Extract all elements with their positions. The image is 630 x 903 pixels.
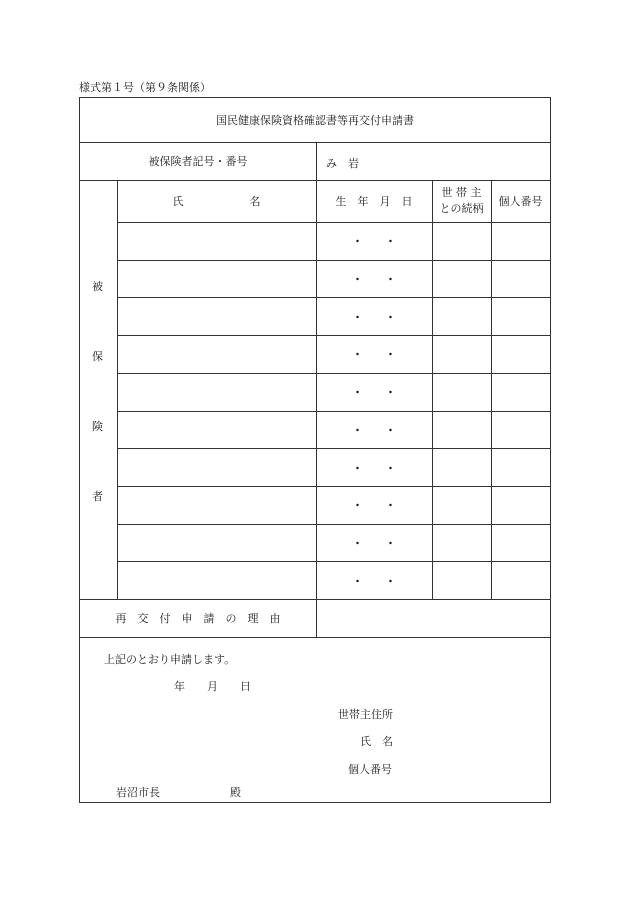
date-separator: ・ ・	[352, 386, 396, 400]
column-header-birthdate-text: 生 年 月 日	[335, 195, 413, 208]
personal-number-field[interactable]	[492, 449, 550, 486]
relation-field[interactable]	[433, 449, 490, 486]
insured-name-field[interactable]	[118, 336, 315, 373]
insured-name-field[interactable]	[118, 223, 315, 260]
insured-name-field[interactable]	[118, 261, 315, 298]
householder-address-label: 世帯主住所	[338, 708, 393, 721]
date-separator: ・ ・	[352, 235, 396, 249]
column-header-relation-line2: との続柄	[439, 202, 484, 215]
personal-number-field[interactable]	[492, 487, 550, 524]
reason-label	[80, 599, 316, 637]
relation-field[interactable]	[433, 261, 490, 298]
birthdate-field[interactable]	[317, 449, 431, 486]
birthdate-field[interactable]	[317, 336, 431, 373]
side-label-char: 者	[92, 490, 103, 503]
birthdate-field[interactable]	[317, 223, 431, 260]
date-line[interactable]: 年 月 日	[174, 680, 251, 693]
reason-label-text: 再 交 付 申 請 の 理 由	[115, 612, 281, 625]
personal-number-field[interactable]	[492, 525, 550, 562]
personal-number-field[interactable]	[492, 336, 550, 373]
relation-field[interactable]	[433, 374, 490, 411]
personal-number-field[interactable]	[492, 223, 550, 260]
addressee: 岩沼市長	[116, 786, 160, 799]
date-separator: ・ ・	[352, 574, 396, 588]
date-separator: ・ ・	[352, 461, 396, 475]
personal-number-field[interactable]	[492, 298, 550, 335]
insured-number-label	[80, 142, 316, 180]
birthdate-field[interactable]	[317, 562, 431, 599]
divider	[316, 142, 317, 180]
relation-field[interactable]	[433, 412, 490, 449]
birthdate-field[interactable]	[317, 412, 431, 449]
date-separator: ・ ・	[352, 499, 396, 513]
date-separator: ・ ・	[352, 348, 396, 362]
relation-field[interactable]	[433, 487, 490, 524]
side-label-char: 険	[92, 420, 103, 433]
personal-number-field[interactable]	[492, 562, 550, 599]
column-header-personal-number	[491, 180, 550, 222]
personal-number-field[interactable]	[492, 374, 550, 411]
form-title	[80, 98, 550, 142]
insured-name-field[interactable]	[118, 298, 315, 335]
date-separator: ・ ・	[352, 310, 396, 324]
side-label-char: 保	[92, 350, 103, 363]
column-header-relation-line1: 世 帯 主	[441, 186, 482, 199]
column-header-birthdate	[316, 180, 432, 222]
relation-field[interactable]	[433, 298, 490, 335]
application-form	[79, 97, 551, 803]
insured-name-field[interactable]	[118, 487, 315, 524]
birthdate-field[interactable]	[317, 261, 431, 298]
insured-name-field[interactable]	[118, 525, 315, 562]
insured-number-label-text: 被保険者記号・番号	[148, 155, 248, 168]
insured-name-field[interactable]	[118, 374, 315, 411]
householder-personal-number-label: 個人番号	[348, 763, 392, 776]
birthdate-field[interactable]	[317, 298, 431, 335]
reason-field[interactable]	[317, 600, 550, 636]
birthdate-field[interactable]	[317, 374, 431, 411]
insured-name-field[interactable]	[118, 412, 315, 449]
date-separator: ・ ・	[352, 423, 396, 437]
divider	[80, 637, 550, 638]
form-number-label: 様式第１号（第９条関係）	[79, 81, 211, 94]
relation-field[interactable]	[433, 336, 490, 373]
column-header-name-text: 氏 名	[172, 195, 261, 208]
side-label-char: 被	[92, 280, 103, 293]
date-separator: ・ ・	[352, 536, 396, 550]
declaration-text: 上記のとおり申請します。	[104, 653, 236, 666]
relation-field[interactable]	[433, 562, 490, 599]
relation-field[interactable]	[433, 223, 490, 260]
insured-number-field[interactable]: み 岩	[326, 157, 359, 170]
personal-number-field[interactable]	[492, 412, 550, 449]
column-header-name	[117, 180, 316, 222]
relation-field[interactable]	[433, 525, 490, 562]
honorific: 殿	[230, 786, 241, 799]
birthdate-field[interactable]	[317, 487, 431, 524]
personal-number-field[interactable]	[492, 261, 550, 298]
birthdate-field[interactable]	[317, 525, 431, 562]
insured-name-field[interactable]	[118, 562, 315, 599]
column-header-personal-number-text: 個人番号	[498, 195, 543, 208]
date-separator: ・ ・	[352, 273, 396, 287]
householder-name-label: 氏 名	[360, 735, 393, 748]
column-header-relation	[432, 180, 491, 222]
form-title-text: 国民健康保険資格確認書等再交付申請書	[216, 114, 414, 127]
insured-name-field[interactable]	[118, 449, 315, 486]
